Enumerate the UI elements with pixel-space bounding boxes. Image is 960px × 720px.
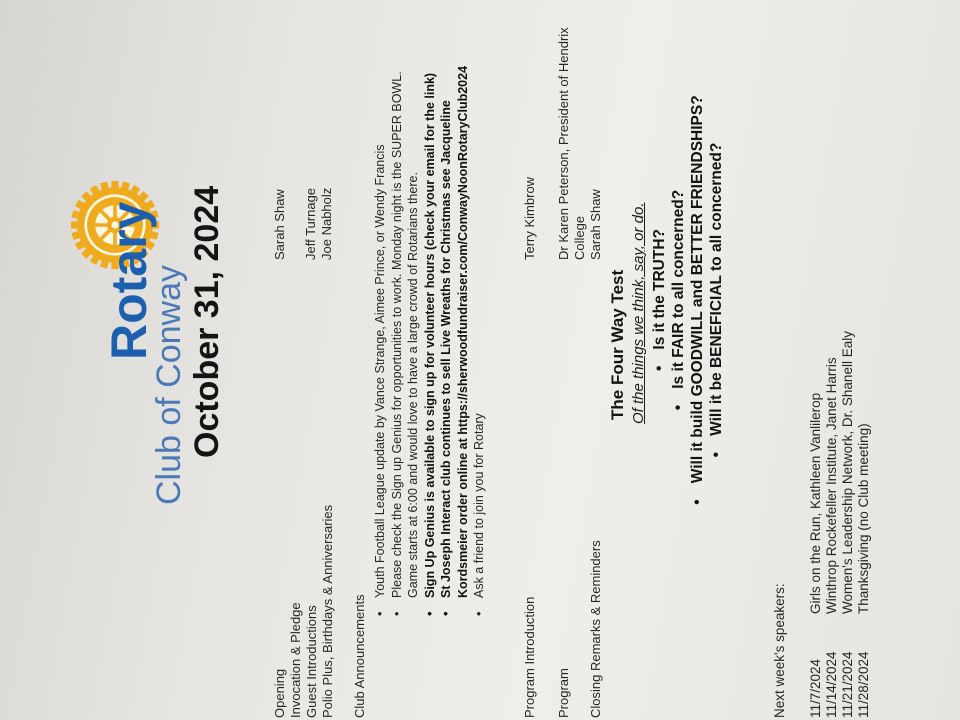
announcement-item: • Sign Up Genius is available to sign up for volunteer hours (check your email for the link) bbox=[422, 60, 439, 620]
next-speakers-label: Next week's speakers: bbox=[772, 583, 787, 718]
agenda-invocation-person: Jeff Turnage bbox=[303, 187, 318, 260]
agenda-guests-person: Joe Nabholz bbox=[319, 187, 334, 260]
meeting-date: October 31, 2024 bbox=[188, 185, 226, 458]
agenda-invocation-label: Invocation & Pledge bbox=[288, 602, 303, 718]
announcements-list bbox=[372, 60, 488, 620]
four-way-test-title: The Four Way Test bbox=[608, 269, 627, 420]
four-way-test-subtitle: Of the things we think, say, or do. bbox=[630, 202, 647, 424]
speaker-name: Winthrop Rockefeller Institute, Janet Harris bbox=[824, 357, 839, 614]
speaker-date: 11/21/2024 bbox=[840, 651, 855, 718]
four-way-test-item: • Will it build GOODWILL and BETTER FRIENDSHIPS? bbox=[688, 50, 707, 550]
agenda-closing-label: Closing Remarks & Reminders bbox=[588, 540, 603, 718]
four-way-test-item: • Is it FAIR to all concerned? bbox=[669, 50, 688, 550]
speaker-name: Girls on the Run, Kathleen Vanlilerop bbox=[808, 392, 823, 614]
announcement-item: • St Joseph Interact club continues to sell Live Wreaths for Christmas see Jacqueline Kordsmeier order online at https://sherwoodfundraiser.com/ConwayNoonRotaryClub2024 bbox=[438, 60, 471, 620]
four-way-test-list bbox=[650, 50, 726, 550]
agenda-guests-label: Guest Introductions bbox=[304, 605, 319, 718]
agenda-opening-person: Sarah Shaw bbox=[272, 189, 287, 260]
four-way-test-item: • Will it be BENEFICIAL to all concerned? bbox=[707, 50, 726, 550]
announcement-item: • Please check the Sign up Genius for opportunities to work. Monday night is the SUPER BOWL. Game starts at 6:00 and would love to have a large crowd of Rotarians there. bbox=[389, 60, 422, 620]
agenda-closing-person: Sarah Shaw bbox=[588, 189, 603, 260]
speaker-name: Women's Leadership Network, Dr. Shanell Ealy bbox=[840, 331, 855, 614]
agenda-announcements-label: Club Announcements bbox=[352, 594, 367, 718]
speaker-name: Thanksgiving (no Club meeting) bbox=[856, 423, 871, 614]
brand-name: Rotary bbox=[101, 201, 157, 360]
announcement-item: • Ask a friend to join you for Rotary bbox=[471, 60, 488, 620]
speaker-date: 11/14/2024 bbox=[824, 651, 839, 718]
agenda-program-label: Program bbox=[556, 668, 571, 718]
club-name: Club of Conway bbox=[150, 264, 188, 505]
speaker-date: 11/28/2024 bbox=[856, 651, 871, 718]
four-way-test-item: • Is it the TRUTH? bbox=[650, 50, 669, 550]
agenda-program-intro-person: Terry Kimbrow bbox=[522, 176, 537, 260]
announcement-item: • Youth Football League update by Vance Strange, Aimee Prince, or Wendy Francis bbox=[372, 60, 389, 620]
agenda-program-person: Dr Karen Peterson, President of Hendrix bbox=[556, 27, 571, 260]
agenda-program-person-line2: College bbox=[572, 215, 587, 260]
agenda-polio-label: Polio Plus, Birthdays & Anniversaries bbox=[320, 504, 335, 718]
speaker-date: 11/7/2024 bbox=[808, 658, 823, 718]
agenda-program-intro-label: Program Introduction bbox=[522, 596, 537, 718]
agenda-opening-label: Opening bbox=[272, 668, 287, 718]
